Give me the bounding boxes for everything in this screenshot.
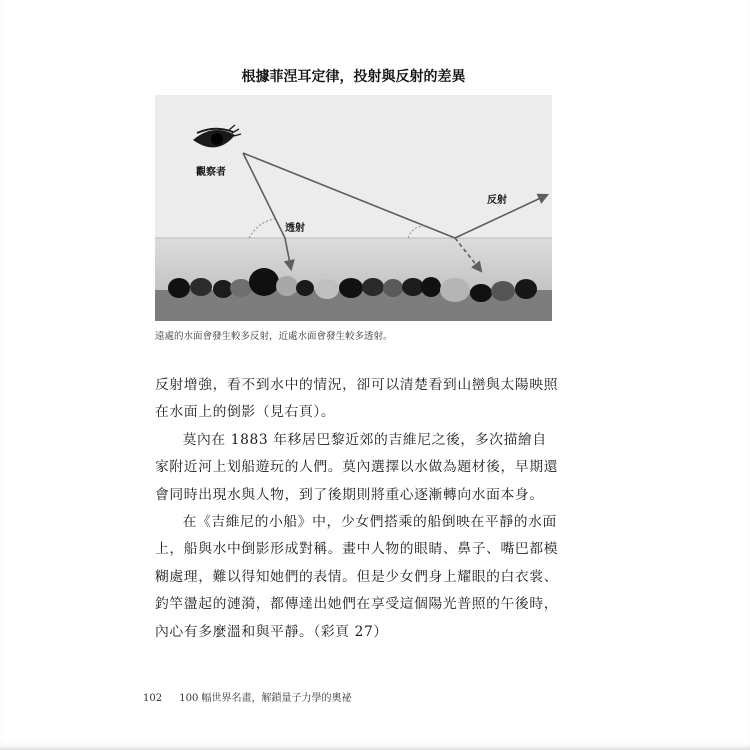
fresnel-diagram <box>155 95 552 321</box>
paragraph-1: 反射增強，看不到水中的情況，卻可以清楚看到山巒與太陽映照在水面上的倒影（見右頁）。 <box>155 377 559 421</box>
page-number: 102 <box>143 693 163 704</box>
reflection-label: 反射 <box>487 195 507 206</box>
observer-label: 觀察者 <box>196 167 226 178</box>
body-text <box>155 372 560 646</box>
book-title: 100 幅世界名畫，解鎖量子力學的奧祕 <box>179 693 352 704</box>
paragraph-3: 在《吉維尼的小船》中，少女們搭乘的船倒映在平靜的水面上，船與水中倒影形成對稱。畫中人物的眼睛、鼻子、嘴巴都模糊處理，難以得知她們的表情。但是少女們身上耀眼的白衣裳、釣竿盪起的漣漪，都傳達出她們在享受這個陽光普照的午後時，內心有多麼溫和與平靜。（彩頁 27） <box>155 514 559 640</box>
figure-title: 根據菲涅耳定律，投射與反射的差異 <box>241 69 466 85</box>
page-footer <box>143 689 352 704</box>
figure-caption: 遠處的水面會發生較多反射，近處水面會發生較多透射。 <box>155 331 393 342</box>
paragraph-2: 莫內在 1883 年移居巴黎近郊的吉維尼之後，多次描繪自家附近河上划船遊玩的人們。莫內選擇以水做為題材後，早期還會同時出現水與人物，到了後期則將重心逐漸轉向水面本身。 <box>155 431 559 503</box>
transmission-label: 透射 <box>285 223 305 234</box>
